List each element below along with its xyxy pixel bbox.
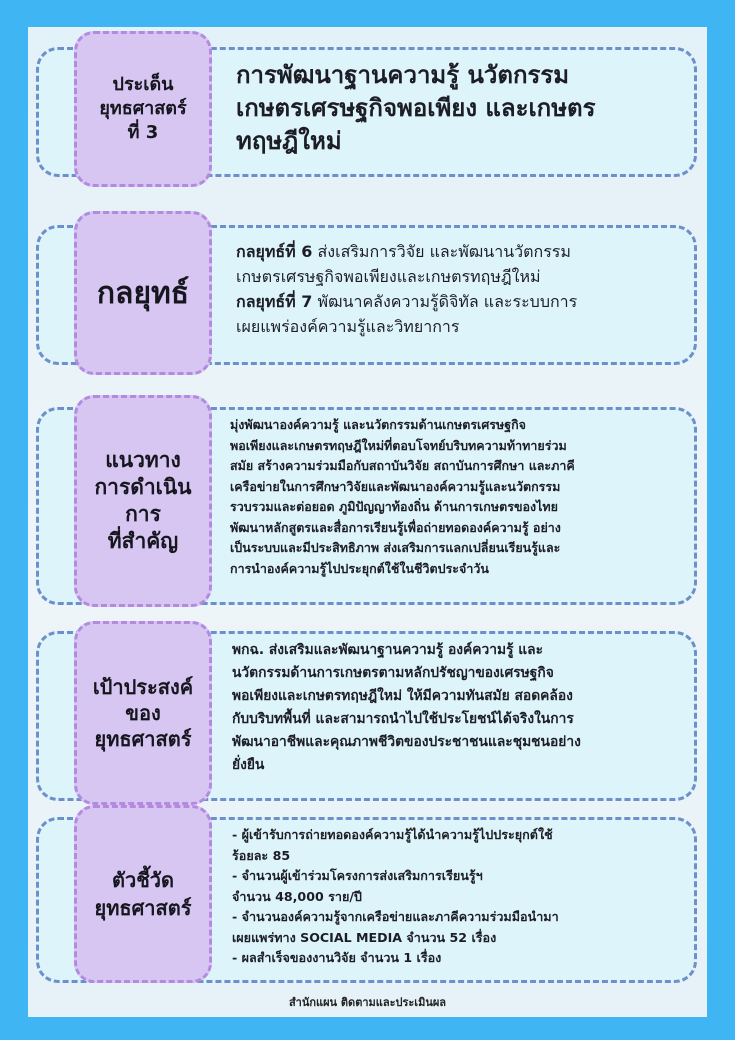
- label-line: เป้าประสงค์: [92, 675, 194, 699]
- label-line: การดำเนิน: [94, 475, 192, 499]
- approaches-label: [74, 395, 212, 607]
- indicator-line: เผยแพร่ทาง SOCIAL MEDIA จำนวน 52 เรื่อง: [232, 929, 497, 945]
- infographic-page: [28, 27, 707, 1017]
- strategy-7: กลยุทธ์ที่ 7 พัฒนาคลังความรู้ดิจิทัล และระบบการ: [236, 292, 578, 311]
- strategy-6: กลยุทธ์ที่ 6 ส่งเสริมการวิจัย และพัฒนานวัตกรรม: [236, 242, 571, 261]
- indicator-line: - จำนวนผู้เข้าร่วมโครงการส่งเสริมการเรียนรู้ฯ: [232, 868, 483, 883]
- objective-line: กับบริบทพื้นที่ และสามารถนำไปใช้ประโยชน์ได้จริงในการ: [232, 711, 574, 727]
- label-line: การ: [125, 502, 161, 526]
- strategy-label: [74, 211, 212, 375]
- approach-line: เป็นระบบและมีประสิทธิภาพ ส่งเสริมการแลกเปลี่ยนเรียนรู้และ: [230, 540, 561, 555]
- strategy-content: [236, 239, 685, 339]
- indicator-line: - ผลสำเร็จของงานวิจัย จำนวน 1 เรื่อง: [232, 950, 442, 965]
- title-line: ทฤษฎีใหม่: [236, 127, 342, 155]
- approach-line: เครือข่ายในการศึกษาวิจัยและพัฒนาองค์ความรู้และนวัตกรรม: [230, 478, 561, 494]
- objective-line: พอเพียงและเกษตรทฤษฎีใหม่ ให้มีความทันสมัย สอดคล้อง: [232, 688, 573, 704]
- indicator-line: - ผู้เข้ารับการถ่ายทอดองค์ความรู้ได้นำความรู้ไปประยุกต์ใช้: [232, 827, 553, 842]
- label-line: ยุทธศาสตร์: [99, 98, 187, 119]
- approaches-content: [230, 415, 685, 579]
- label-line: กลยุทธ์: [96, 275, 190, 311]
- indicator-line: จำนวน 48,000 ราย/ปี: [232, 888, 362, 904]
- section-indicators: [28, 801, 707, 987]
- section-key-approaches: [28, 391, 707, 609]
- label-line: ของ: [125, 701, 161, 725]
- label-line: ตัวชี้วัด: [111, 868, 174, 892]
- label-line: ประเด็น: [112, 74, 174, 95]
- approach-line: การนำองค์ความรู้ไปประยุกต์ใช้ในชีวิตประจำวัน: [230, 560, 489, 576]
- section-strategic-issue: [28, 27, 707, 187]
- title-line: เกษตรเศรษฐกิจพอเพียง และเกษตร: [236, 94, 596, 122]
- approach-line: รวบรวมและต่อยอด ภูมิปัญญาท้องถิ่น ด้านการเกษตรของไทย: [230, 499, 558, 514]
- label-line: ยุทธศาสตร์: [94, 896, 192, 920]
- label-line: แนวทาง: [105, 448, 181, 472]
- approach-line: พัฒนาหลักสูตรและสื่อการเรียนรู้เพื่อถ่ายทอดองค์ความรู้ อย่าง: [230, 519, 561, 535]
- indicator-line: ร้อยละ 85: [232, 847, 291, 863]
- indicators-content: [232, 825, 685, 969]
- title-line: การพัฒนาฐานความรู้ นวัตกรรม: [236, 61, 570, 89]
- approach-line: มุ่งพัฒนาองค์ความรู้ และนวัตกรรมด้านเกษตรเศรษฐกิจ: [230, 417, 527, 432]
- indicators-label: [74, 805, 212, 983]
- label-line: ที่สำคัญ: [107, 529, 179, 553]
- objective-line: พัฒนาอาชีพและคุณภาพชีวิตของประชาชนและชุมชนอย่าง: [232, 734, 581, 750]
- strategic-issue-label: [74, 31, 212, 187]
- strategy-7-line2: เผยแพร่องค์ความรู้และวิทยาการ: [236, 317, 460, 336]
- section-objective: [28, 617, 707, 813]
- section-strategy: [28, 207, 707, 387]
- objective-label: [74, 621, 212, 805]
- objective-line: นวัตกรรมด้านการเกษตรตามหลักปรัชญาของเศรษฐกิจ: [232, 665, 554, 681]
- strategic-issue-title: [236, 59, 697, 158]
- objective-line: ยั่งยืน: [232, 757, 265, 773]
- approach-line: สมัย สร้างความร่วมมือกับสถาบันวิจัย สถาบันการศึกษา และภาคี: [230, 458, 575, 473]
- objective-line: พกฉ. ส่งเสริมและพัฒนาฐานความรู้ องค์ความรู้ และ: [232, 642, 544, 658]
- approach-line: พอเพียงและเกษตรทฤษฎีใหม่ที่ตอบโจทย์บริบทความท้าทายร่วม: [230, 437, 567, 453]
- objective-content: [232, 639, 685, 777]
- footer-office-name: สำนักแผน ติดตามและประเมินผล: [288, 996, 447, 1009]
- label-line: ที่ 3: [127, 122, 159, 143]
- indicator-line: - จำนวนองค์ความรู้จากเครือข่ายและภาคีความร่วมมือนำมา: [232, 909, 559, 924]
- label-line: ยุทธศาสตร์: [94, 727, 192, 751]
- strategy-6-line2: เกษตรเศรษฐกิจพอเพียงและเกษตรทฤษฎีใหม่: [236, 267, 541, 286]
